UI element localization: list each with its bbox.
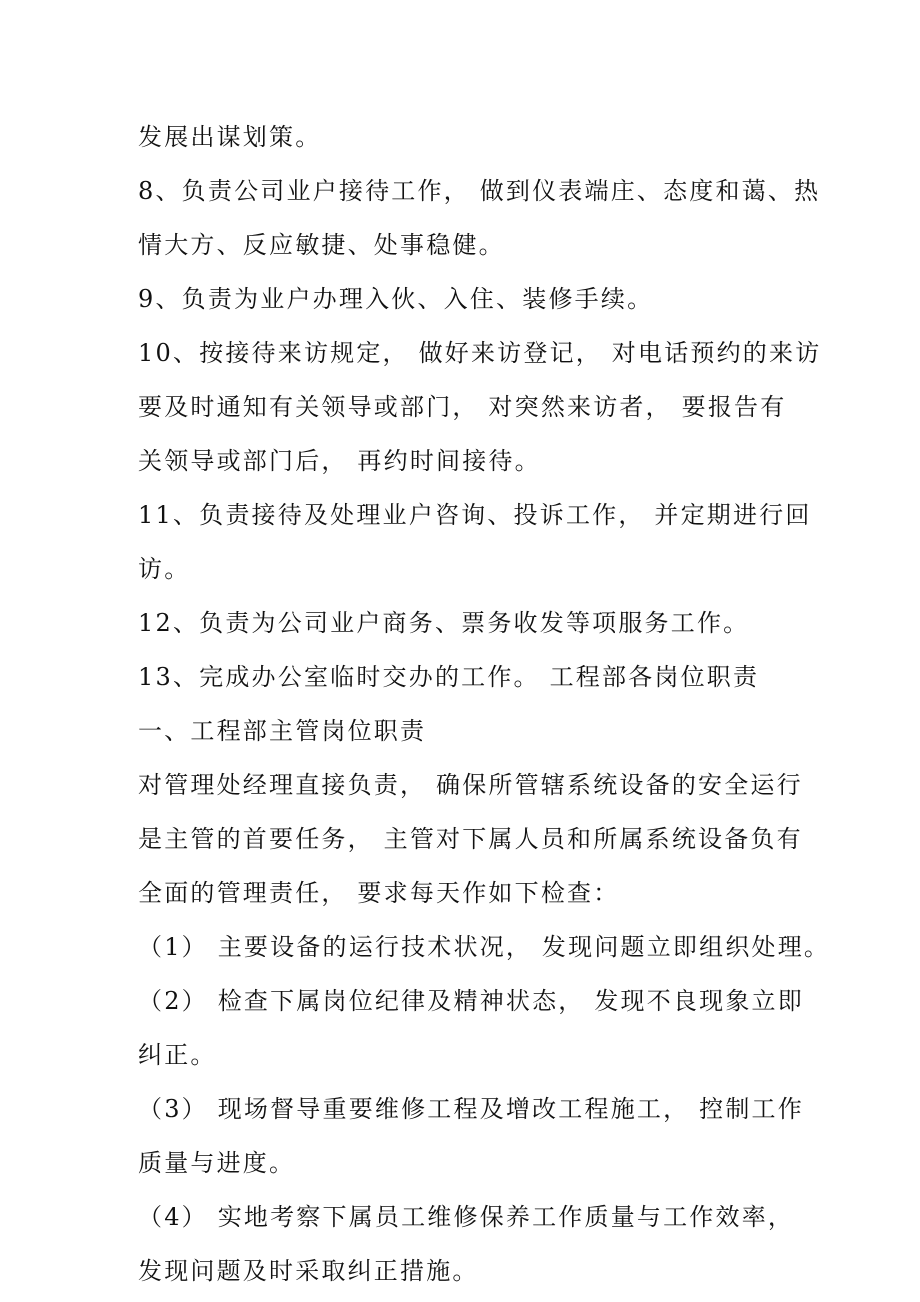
list-item: （2） 检查下属岗位纪律及精神状态， 发现不良现象立即	[138, 987, 804, 1015]
list-item: （1） 主要设备的运行技术状况， 发现问题立即组织处理。	[138, 933, 831, 961]
text-line: 全面的管理责任， 要求每天作如下检查：	[138, 879, 620, 907]
text-line: 11、负责接待及处理业户咨询、投诉工作， 并定期进行回	[138, 501, 812, 529]
text-line: 要及时通知有关领导或部门， 对突然来访者， 要报告有	[138, 393, 787, 421]
text-line: 纠正。	[138, 1041, 217, 1069]
text-line: 发现问题及时采取纠正措施。	[138, 1257, 479, 1285]
text-line: 8、负责公司业户接待工作， 做到仪表端庄、态度和蔼、热	[138, 177, 821, 205]
text-line: 关领导或部门后， 再约时间接待。	[138, 447, 541, 475]
section-heading: 一、工程部主管岗位职责	[138, 717, 427, 745]
text-line: 对管理处经理直接负责， 确保所管辖系统设备的安全运行	[138, 771, 803, 799]
list-item: （3） 现场督导重要维修工程及增改工程施工， 控制工作	[138, 1095, 804, 1123]
text-line: 情大方、反应敏捷、处事稳健。	[138, 231, 505, 259]
text-line: 13、完成办公室临时交办的工作。 工程部各岗位职责	[138, 663, 760, 691]
text-line: 质量与进度。	[138, 1149, 296, 1177]
text-line: 访。	[138, 555, 191, 583]
text-line: 10、按接待来访规定， 做好来访登记， 对电话预约的来访	[138, 339, 822, 367]
text-line: 发展出谋划策。	[138, 123, 322, 151]
text-line: 12、负责为公司业户商务、票务收发等项服务工作。	[138, 609, 750, 637]
list-item: （4） 实地考察下属员工维修保养工作质量与工作效率，	[138, 1203, 795, 1231]
text-line: 9、负责为业户办理入伙、入住、装修手续。	[138, 285, 654, 313]
document-body	[138, 110, 831, 1298]
text-line: 是主管的首要任务， 主管对下属人员和所属系统设备负有	[138, 825, 803, 853]
